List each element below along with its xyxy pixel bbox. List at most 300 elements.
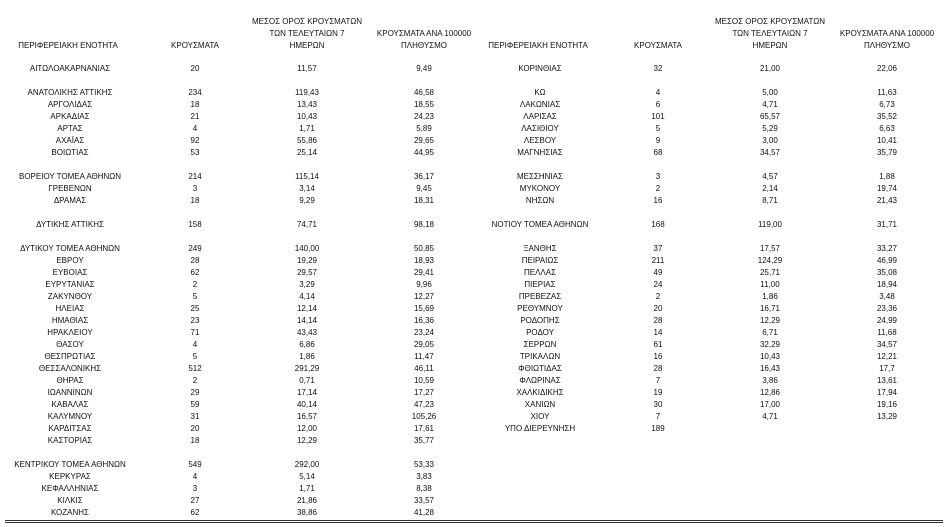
avg-7day: 12,00 [296,424,318,433]
cases-count: 7 [655,412,661,421]
header-line: ΗΜΕΡΩΝ [752,41,788,50]
cases-per-100k: 44,95 [413,148,435,157]
cases-count: 23 [190,316,200,325]
region-name: ΚΟΡΙΝΘΙΑΣ [518,64,562,73]
cases-per-100k: 31,71 [876,220,898,229]
cases-per-100k: 46,58 [413,88,435,97]
avg-7day: 119,43 [295,88,319,97]
avg-7day: 34,57 [759,148,781,157]
avg-7day: 11,57 [297,64,317,73]
table-row [463,147,947,159]
region-name: ΠΡΕΒΕΖΑΣ [518,292,562,301]
table-row [0,351,470,363]
cases-per-100k: 36,17 [413,172,435,181]
cases-count: 549 [188,460,202,469]
avg-7day: 3,86 [762,376,778,385]
table-row [0,459,470,471]
cases-count: 4 [192,340,198,349]
table-row [463,99,947,111]
cases-count: 30 [653,400,663,409]
region-name: ΚΙΛΚΙΣ [57,496,83,505]
avg-7day: 292,00 [294,460,320,469]
cases-per-100k: 17,27 [413,388,435,397]
header-line: ΤΩΝ ΤΕΛΕΥΤΑΙΩΝ 7 [269,29,345,38]
region-name: ΚΟΖΑΝΗΣ [50,508,90,517]
cases-per-100k: 35,79 [876,148,898,157]
cases-per-100k: 11,47 [414,352,434,361]
table-row [463,171,947,183]
region-name: ΡΟΔΟΠΗΣ [520,316,560,325]
cases-count: 28 [190,256,200,265]
region-name: ΒΟΡΕΙΟΥ ΤΟΜΕΑ ΑΘΗΝΩΝ [18,172,122,181]
region-name: ΙΩΑΝΝΙΝΩΝ [47,388,93,397]
cases-per-100k: 50,85 [413,244,435,253]
avg-7day: 115,14 [295,172,319,181]
cases-count: 28 [653,316,663,325]
cases-per-100k: 13,61 [876,376,898,385]
cases-count: 214 [188,172,202,181]
header-line: ΠΕΡΙΦΕΡΕΙΑΚΗ ΕΝΟΤΗΤΑ [18,41,118,50]
region-name: ΣΕΡΡΩΝ [523,340,557,349]
table-row [463,315,947,327]
cases-per-100k: 41,28 [413,508,435,517]
table-row [0,399,470,411]
table-row [0,483,470,495]
cases-count: 62 [190,268,200,277]
region-name: ΔΥΤΙΚΟΥ ΤΟΜΕΑ ΑΘΗΝΩΝ [20,244,120,253]
cases-per-100k: 11,68 [877,328,897,337]
cases-per-100k: 12,21 [876,352,898,361]
cases-per-100k: 47,23 [413,400,435,409]
table-bottom-rule [5,520,943,523]
avg-7day: 5,00 [762,88,778,97]
avg-7day: 6,86 [299,340,315,349]
cases-per-100k [837,423,937,435]
region-name: ΘΗΡΑΣ [56,376,84,385]
avg-7day: 17,57 [759,244,781,253]
avg-7day: 16,71 [759,304,781,313]
cases-per-100k: 17,61 [413,424,435,433]
region-name: ΡΕΘΥΜΝΟΥ [517,304,563,313]
cases-count: 59 [190,400,200,409]
table-row [463,123,947,135]
avg-7day: 19,29 [296,256,318,265]
region-name: ΗΡΑΚΛΕΙΟΥ [47,328,93,337]
region-name: ΑΧΑΪΑΣ [55,136,85,145]
cases-per-100k: 24,99 [876,316,898,325]
cases-per-100k: 46,99 [876,256,898,265]
cases-per-100k: 105,26 [411,412,437,421]
avg-7day: 13,43 [296,100,318,109]
table-right [463,0,947,527]
table-row [0,303,470,315]
cases-count: 49 [653,268,663,277]
table-row [463,255,947,267]
header-line: ΚΡΟΥΣΜΑΤΑ [171,41,219,50]
region-name: ΘΕΣΣΑΛΟΝΙΚΗΣ [38,364,102,373]
region-name: ΡΟΔΟΥ [526,328,554,337]
avg-7day: 12,29 [296,436,318,445]
region-name: ΤΡΙΚΑΛΩΝ [519,352,561,361]
avg-7day: 32,29 [759,340,781,349]
cases-per-100k: 35,52 [876,112,898,121]
table-row [0,339,470,351]
table-row [0,507,470,519]
table-row [463,279,947,291]
header-line: ΜΕΣΟΣ ΟΡΟΣ ΚΡΟΥΣΜΑΤΩΝ [251,17,363,26]
cases-count: 2 [192,280,198,289]
cases-count: 3 [192,484,198,493]
table-row [0,87,470,99]
cases-per-100k: 35,77 [413,436,435,445]
region-name: ΜΑΓΝΗΣΙΑΣ [517,148,563,157]
table-row [0,291,470,303]
table-row [0,243,470,255]
cases-per-100k: 3,83 [416,472,432,481]
cases-per-100k: 3,48 [879,292,895,301]
table-row [0,387,470,399]
cases-per-100k: 13,29 [876,412,898,421]
cases-count: 234 [188,88,202,97]
cases-per-100k: 19,74 [876,184,898,193]
region-name: ΜΕΣΣΗΝΙΑΣ [517,172,563,181]
cases-count: 168 [651,220,665,229]
cases-per-100k: 9,49 [416,64,432,73]
cases-count: 28 [653,364,663,373]
region-name: ΑΡΓΟΛΙΔΑΣ [47,100,93,109]
cases-count: 3 [192,184,198,193]
cases-per-100k: 18,94 [876,280,898,289]
cases-count: 211 [651,256,665,265]
cases-count: 2 [655,184,661,193]
table-row [463,399,947,411]
cases-per-100k: 18,55 [413,100,435,109]
region-name: ΔΥΤΙΚΗΣ ΑΤΤΙΚΗΣ [36,220,104,229]
region-name: ΚΕΝΤΡΙΚΟΥ ΤΟΜΕΑ ΑΘΗΝΩΝ [14,460,126,469]
avg-7day: 0,71 [299,376,315,385]
cases-per-100k: 33,57 [413,496,435,505]
table-row [463,195,947,207]
region-name: ΛΕΣΒΟΥ [523,136,557,145]
cases-per-100k: 9,96 [416,280,432,289]
avg-7day: 4,14 [299,292,315,301]
cases-count: 21 [190,112,200,121]
table-row [0,99,470,111]
avg-7day: 1,86 [299,352,315,361]
table-row [463,267,947,279]
region-name: ΦΘΙΩΤΙΔΑΣ [518,364,562,373]
cases-count: 5 [655,124,661,133]
avg-7day: 124,29 [757,256,783,265]
region-name: ΘΑΣΟΥ [56,340,84,349]
cases-count: 3 [655,172,661,181]
cases-count: 7 [655,376,661,385]
region-name: ΒΟΙΩΤΙΑΣ [51,148,89,157]
table-row [463,375,947,387]
header-line: ΚΡΟΥΣΜΑΤΑ ΑΝΑ 100000 [376,29,472,38]
cases-per-100k: 23,36 [876,304,898,313]
avg-7day: 14,14 [296,316,318,325]
cases-count: 20 [190,424,200,433]
avg-7day: 65,57 [759,112,781,121]
cases-per-100k: 98,18 [413,220,435,229]
avg-7day: 140,00 [294,244,320,253]
cases-per-100k: 24,23 [413,112,435,121]
cases-per-100k: 11,63 [877,88,897,97]
cases-per-100k: 1,88 [879,172,895,181]
header-line: ΠΛΗΘΥΣΜΟ [863,41,911,50]
table-row [0,147,470,159]
region-name: ΧΙΟΥ [530,412,550,421]
avg-7day: 119,00 [758,220,782,229]
cases-count: 2 [655,292,661,301]
region-name: ΧΑΛΚΙΔΙΚΗΣ [516,388,564,397]
cases-per-100k: 17,94 [876,388,898,397]
table-row [0,135,470,147]
region-name: ΕΥΡΥΤΑΝΙΑΣ [45,280,95,289]
region-name: ΚΑΛΥΜΝΟΥ [47,412,93,421]
avg-7day: 25,71 [759,268,781,277]
cases-count: 6 [655,100,661,109]
cases-count: 29 [190,388,200,397]
region-name: ΑΡΚΑΔΙΑΣ [50,112,90,121]
column-header-region [468,16,608,52]
table-row [0,375,470,387]
region-name: ΛΑΣΙΘΙΟΥ [521,124,559,133]
cases-count: 31 [190,412,200,421]
cases-count: 68 [653,148,663,157]
cases-per-100k: 22,06 [876,64,898,73]
cases-per-100k: 29,05 [413,340,435,349]
avg-7day: 38,86 [296,508,318,517]
cases-count: 18 [190,196,200,205]
cases-count: 61 [653,340,663,349]
cases-per-100k: 5,89 [416,124,432,133]
cases-count: 4 [192,472,198,481]
cases-count: 4 [655,88,661,97]
avg-7day: 17,00 [759,400,781,409]
avg-7day: 55,86 [296,136,318,145]
column-header-cases [628,16,688,52]
table-row [463,327,947,339]
cases-per-100k: 23,24 [413,328,435,337]
table-row [0,363,470,375]
table-row [463,411,947,423]
avg-7day: 5,14 [299,472,315,481]
region-name: ΕΥΒΟΙΑΣ [52,268,88,277]
avg-7day: 74,71 [296,220,318,229]
avg-7day: 29,57 [296,268,318,277]
cases-count: 158 [188,220,202,229]
cases-per-100k: 29,41 [413,268,435,277]
cases-per-100k: 29,65 [413,136,435,145]
table-row [0,219,470,231]
cases-per-100k: 6,63 [879,124,895,133]
region-name: ΛΑΡΙΣΑΣ [523,112,557,121]
region-name: ΠΕΙΡΑΙΩΣ [521,256,559,265]
region-name: ΖΑΚΥΝΘΟΥ [47,292,93,301]
table-row [463,183,947,195]
avg-7day: 4,57 [762,172,778,181]
cases-per-100k: 16,36 [413,316,435,325]
cases-per-100k: 19,16 [876,400,898,409]
table-row [0,471,470,483]
cases-count: 16 [653,352,663,361]
region-name: ΚΑΡΔΙΤΣΑΣ [48,424,92,433]
region-name: ΕΒΡΟΥ [56,256,84,265]
cases-per-100k: 18,93 [413,256,435,265]
table-row [463,339,947,351]
avg-7day: 3,29 [299,280,315,289]
avg-7day [720,423,820,435]
table-left [0,0,470,527]
table-row [463,387,947,399]
region-name: ΑΙΤΩΛΟΑΚΑΡΝΑΝΙΑΣ [29,64,111,73]
cases-per-100k: 8,38 [416,484,432,493]
avg-7day: 1,86 [762,292,778,301]
cases-count: 92 [190,136,200,145]
cases-count: 62 [190,508,200,517]
region-name: ΦΛΩΡΙΝΑΣ [519,376,561,385]
avg-7day: 4,71 [762,412,778,421]
table-row [463,423,947,435]
avg-7day: 2,14 [762,184,778,193]
cases-count: 4 [192,124,198,133]
cases-count: 16 [653,196,663,205]
header-line: ΤΩΝ ΤΕΛΕΥΤΑΙΩΝ 7 [732,29,808,38]
cases-per-100k: 6,73 [879,100,895,109]
table-row [0,195,470,207]
cases-per-100k: 10,41 [876,136,898,145]
cases-count: 53 [190,148,200,157]
avg-7day: 21,00 [759,64,781,73]
cases-count: 71 [190,328,200,337]
table-row [463,243,947,255]
avg-7day: 43,43 [296,328,318,337]
avg-7day: 4,71 [762,100,778,109]
region-name: ΑΝΑΤΟΛΙΚΗΣ ΑΤΤΙΚΗΣ [27,88,113,97]
avg-7day: 1,71 [299,124,315,133]
cases-count: 9 [655,136,661,145]
table-row [0,63,470,75]
cases-count: 25 [190,304,200,313]
avg-7day: 10,43 [296,112,318,121]
table-row [0,183,470,195]
table-row [0,435,470,447]
region-name: ΘΕΣΠΡΩΤΙΑΣ [44,352,96,361]
region-name: ΚΩ [534,88,546,97]
table-row [0,255,470,267]
table-row [0,411,470,423]
region-name: ΠΙΕΡΙΑΣ [524,280,556,289]
cases-count: 20 [653,304,663,313]
cases-per-100k: 17,7 [879,364,895,373]
table-row [463,87,947,99]
region-name: ΜΥΚΟΝΟΥ [519,184,561,193]
table-row [463,111,947,123]
table-row [463,303,947,315]
cases-per-100k: 34,57 [876,340,898,349]
region-name: ΛΑΚΩΝΙΑΣ [519,100,561,109]
region-name: ΧΑΝΙΩΝ [524,400,556,409]
avg-7day: 12,29 [759,316,781,325]
avg-7day: 5,29 [762,124,778,133]
cases-count: 37 [653,244,663,253]
avg-7day: 6,71 [762,328,778,337]
header-line: ΠΛΗΘΥΣΜΟ [400,41,448,50]
table-row [463,63,947,75]
region-name: ΚΑΣΤΟΡΙΑΣ [47,436,93,445]
avg-7day: 25,14 [296,148,318,157]
table-row [463,219,947,231]
column-header-cases [165,16,225,52]
region-name: ΔΡΑΜΑΣ [53,196,87,205]
cases-per-100k: 53,33 [413,460,435,469]
cases-per-100k: 9,45 [416,184,432,193]
avg-7day: 40,14 [296,400,318,409]
region-name: ΚΕΦΑΛΛΗΝΙΑΣ [41,484,99,493]
region-name: ΚΕΡΚΥΡΑΣ [49,472,91,481]
cases-count: 20 [190,64,200,73]
avg-7day: 16,43 [759,364,781,373]
cases-per-100k: 21,43 [876,196,898,205]
avg-7day: 21,86 [296,496,318,505]
table-row [0,423,470,435]
cases-per-100k: 12,27 [413,292,435,301]
cases-count: 249 [188,244,202,253]
region-name: ΗΛΕΙΑΣ [55,304,85,313]
region-name: ΝΟΤΙΟΥ ΤΟΜΕΑ ΑΘΗΝΩΝ [491,220,589,229]
avg-7day: 17,14 [296,388,318,397]
avg-7day: 1,71 [299,484,315,493]
cases-count: 5 [192,352,198,361]
cases-per-100k: 15,69 [413,304,435,313]
cases-count: 2 [192,376,198,385]
table-row [0,171,470,183]
cases-count: 19 [653,388,663,397]
cases-count: 14 [653,328,663,337]
header-line: ΚΡΟΥΣΜΑΤΑ [634,41,682,50]
region-name: ΞΑΝΘΗΣ [523,244,557,253]
region-name: ΑΡΤΑΣ [57,124,83,133]
table-row [0,111,470,123]
cases-count: 27 [190,496,200,505]
cases-count: 32 [653,64,663,73]
table-row [463,351,947,363]
avg-7day: 12,86 [759,388,781,397]
table-row [463,135,947,147]
cases-per-100k: 33,27 [876,244,898,253]
table-row [0,327,470,339]
cases-per-100k: 18,31 [413,196,435,205]
region-name: ΥΠΟ ΔΙΕΡΕΥΝΗΣΗ [504,424,576,433]
column-header-7day-average [710,16,830,52]
cases-per-100k: 35,08 [876,268,898,277]
avg-7day: 3,14 [299,184,315,193]
region-name: ΝΗΣΩΝ [525,196,555,205]
cases-count: 5 [192,292,198,301]
table-row [463,291,947,303]
avg-7day: 8,71 [762,196,778,205]
avg-7day: 291,29 [294,364,320,373]
column-header-7day-average [247,16,367,52]
header-line: ΗΜΕΡΩΝ [289,41,325,50]
avg-7day: 10,43 [759,352,781,361]
header-line: ΚΡΟΥΣΜΑΤΑ ΑΝΑ 100000 [839,29,935,38]
table-row [0,315,470,327]
avg-7day: 9,29 [299,196,315,205]
column-header-per-100k [829,16,945,52]
